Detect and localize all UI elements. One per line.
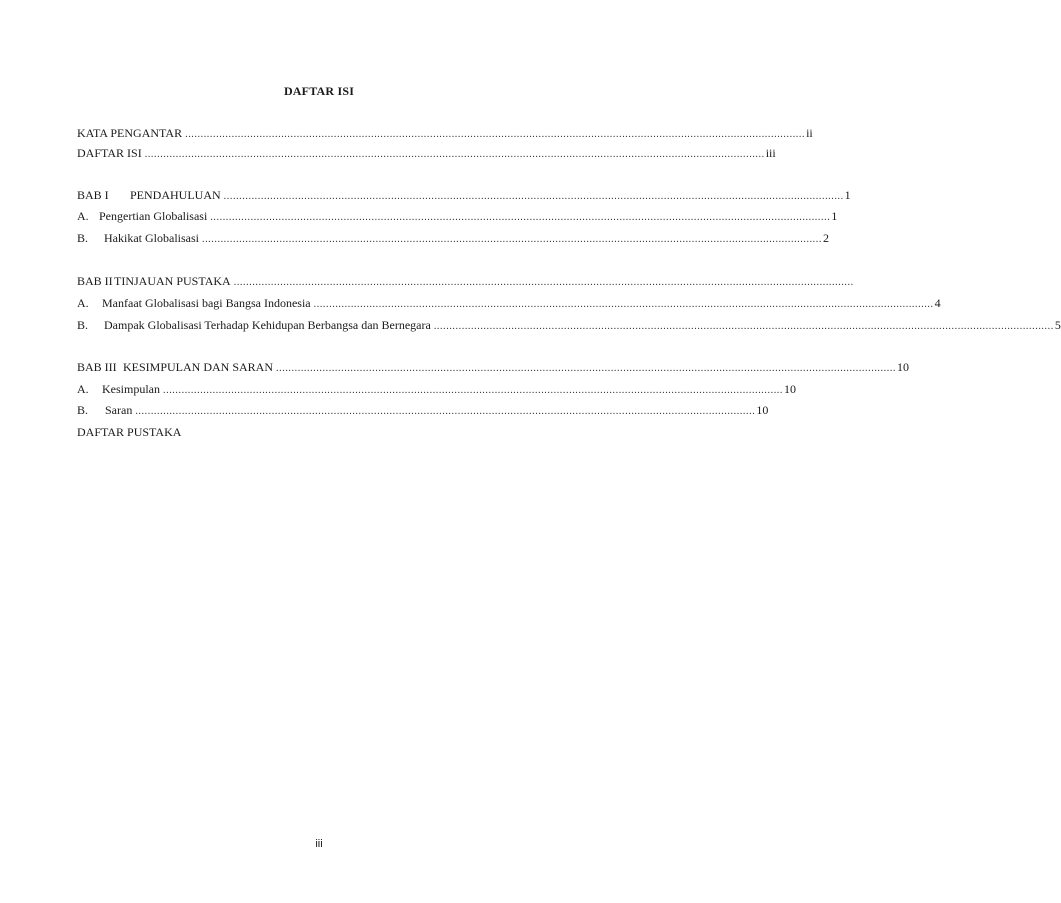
toc-dot-leader: ........................................................................................................................................................................................................ xyxy=(313,299,934,310)
toc-entry-label: Dampak Globalisasi Terhadap Kehidupan Berbangsa dan Bernegara xyxy=(104,318,431,332)
toc-entry-label: Hakikat Globalisasi xyxy=(104,231,199,245)
toc-entry-prefix: B. xyxy=(77,403,89,417)
toc-entry-bab-3-b[interactable] xyxy=(77,401,769,419)
toc-entry-label: DAFTAR ISI xyxy=(77,146,142,160)
toc-entry-bab-3[interactable] xyxy=(77,358,910,376)
toc-entry-prefix: A. xyxy=(77,382,89,396)
toc-entry-page: ii xyxy=(806,126,813,140)
toc-dot-leader: ........................................................................................................................................................................................................ xyxy=(433,321,1054,332)
toc-entry-kata-pengantar[interactable] xyxy=(77,124,813,142)
toc-entry-page: 5 xyxy=(1054,318,1061,332)
toc-entry-label: KATA PENGANTAR xyxy=(77,126,183,140)
toc-entry-label: Saran xyxy=(105,403,133,417)
toc-entry-prefix: A. xyxy=(77,296,89,310)
toc-entry-prefix: BAB I xyxy=(77,188,109,202)
toc-entry-page: 10 xyxy=(756,403,769,417)
toc-dot-leader: ........................................................................................................................................................................................................ xyxy=(223,191,844,202)
toc-entry-label: PENDAHULUAN xyxy=(130,188,221,202)
toc-entry-label: KESIMPULAN DAN SARAN xyxy=(123,360,274,374)
toc-entry-daftar-isi[interactable] xyxy=(77,144,776,162)
toc-dot-leader: ........................................................................................................................................................................................................ xyxy=(144,149,765,160)
page-number-footer: iii xyxy=(315,838,323,850)
toc-entry-prefix: B. xyxy=(77,318,89,332)
toc-entry-prefix: BAB II xyxy=(77,274,113,288)
toc-entry-bab-3-a[interactable] xyxy=(77,380,796,398)
toc-entry-page: 4 xyxy=(934,296,941,310)
toc-entry-page: 2 xyxy=(822,231,829,245)
toc-entry-label: DAFTAR PUSTAKA xyxy=(77,425,182,439)
toc-entry-page: 10 xyxy=(784,382,796,396)
toc-dot-leader: ........................................................................................................................................................................................................ xyxy=(201,234,822,245)
toc-dot-leader: ........................................................................................................................................................................................................ xyxy=(233,277,854,288)
toc-entry-page: 10 xyxy=(897,360,910,374)
toc-entry-page: 1 xyxy=(831,209,838,223)
toc-entry-page: iii xyxy=(765,146,776,160)
toc-entry-bab-2-b[interactable] xyxy=(77,316,1061,334)
toc-entry-bab-2[interactable] xyxy=(77,272,854,290)
toc-dot-leader: ........................................................................................................................................................................................................ xyxy=(185,129,806,140)
toc-dot-leader: ........................................................................................................................................................................................................ xyxy=(163,385,783,396)
toc-entry-bab-1-b[interactable] xyxy=(77,229,829,247)
toc-entry-label: TINJAUAN PUSTAKA xyxy=(114,274,231,288)
toc-entry-page: 1 xyxy=(844,188,851,202)
toc-entry-bab-1-a[interactable] xyxy=(77,207,838,225)
toc-entry-prefix: A. xyxy=(77,209,89,223)
toc-dot-leader: ........................................................................................................................................................................................................ xyxy=(276,363,897,374)
toc-dot-leader: ........................................................................................................................................................................................................ xyxy=(135,406,756,417)
toc-dot-leader: ........................................................................................................................................................................................................ xyxy=(210,212,831,223)
toc-entry-label: Pengertian Globalisasi xyxy=(99,209,208,223)
toc-entry-prefix: BAB III xyxy=(77,360,117,374)
toc-entry-prefix: B. xyxy=(77,231,89,245)
toc-entry-label: Kesimpulan xyxy=(102,382,160,396)
toc-entry-bab-1[interactable] xyxy=(77,186,851,204)
toc-entry-daftar-pustaka[interactable] xyxy=(77,423,547,441)
toc-entry-bab-2-a[interactable] xyxy=(77,294,941,312)
toc-entry-label: Manfaat Globalisasi bagi Bangsa Indonesia xyxy=(102,296,311,310)
page-title: DAFTAR ISI xyxy=(283,84,355,98)
